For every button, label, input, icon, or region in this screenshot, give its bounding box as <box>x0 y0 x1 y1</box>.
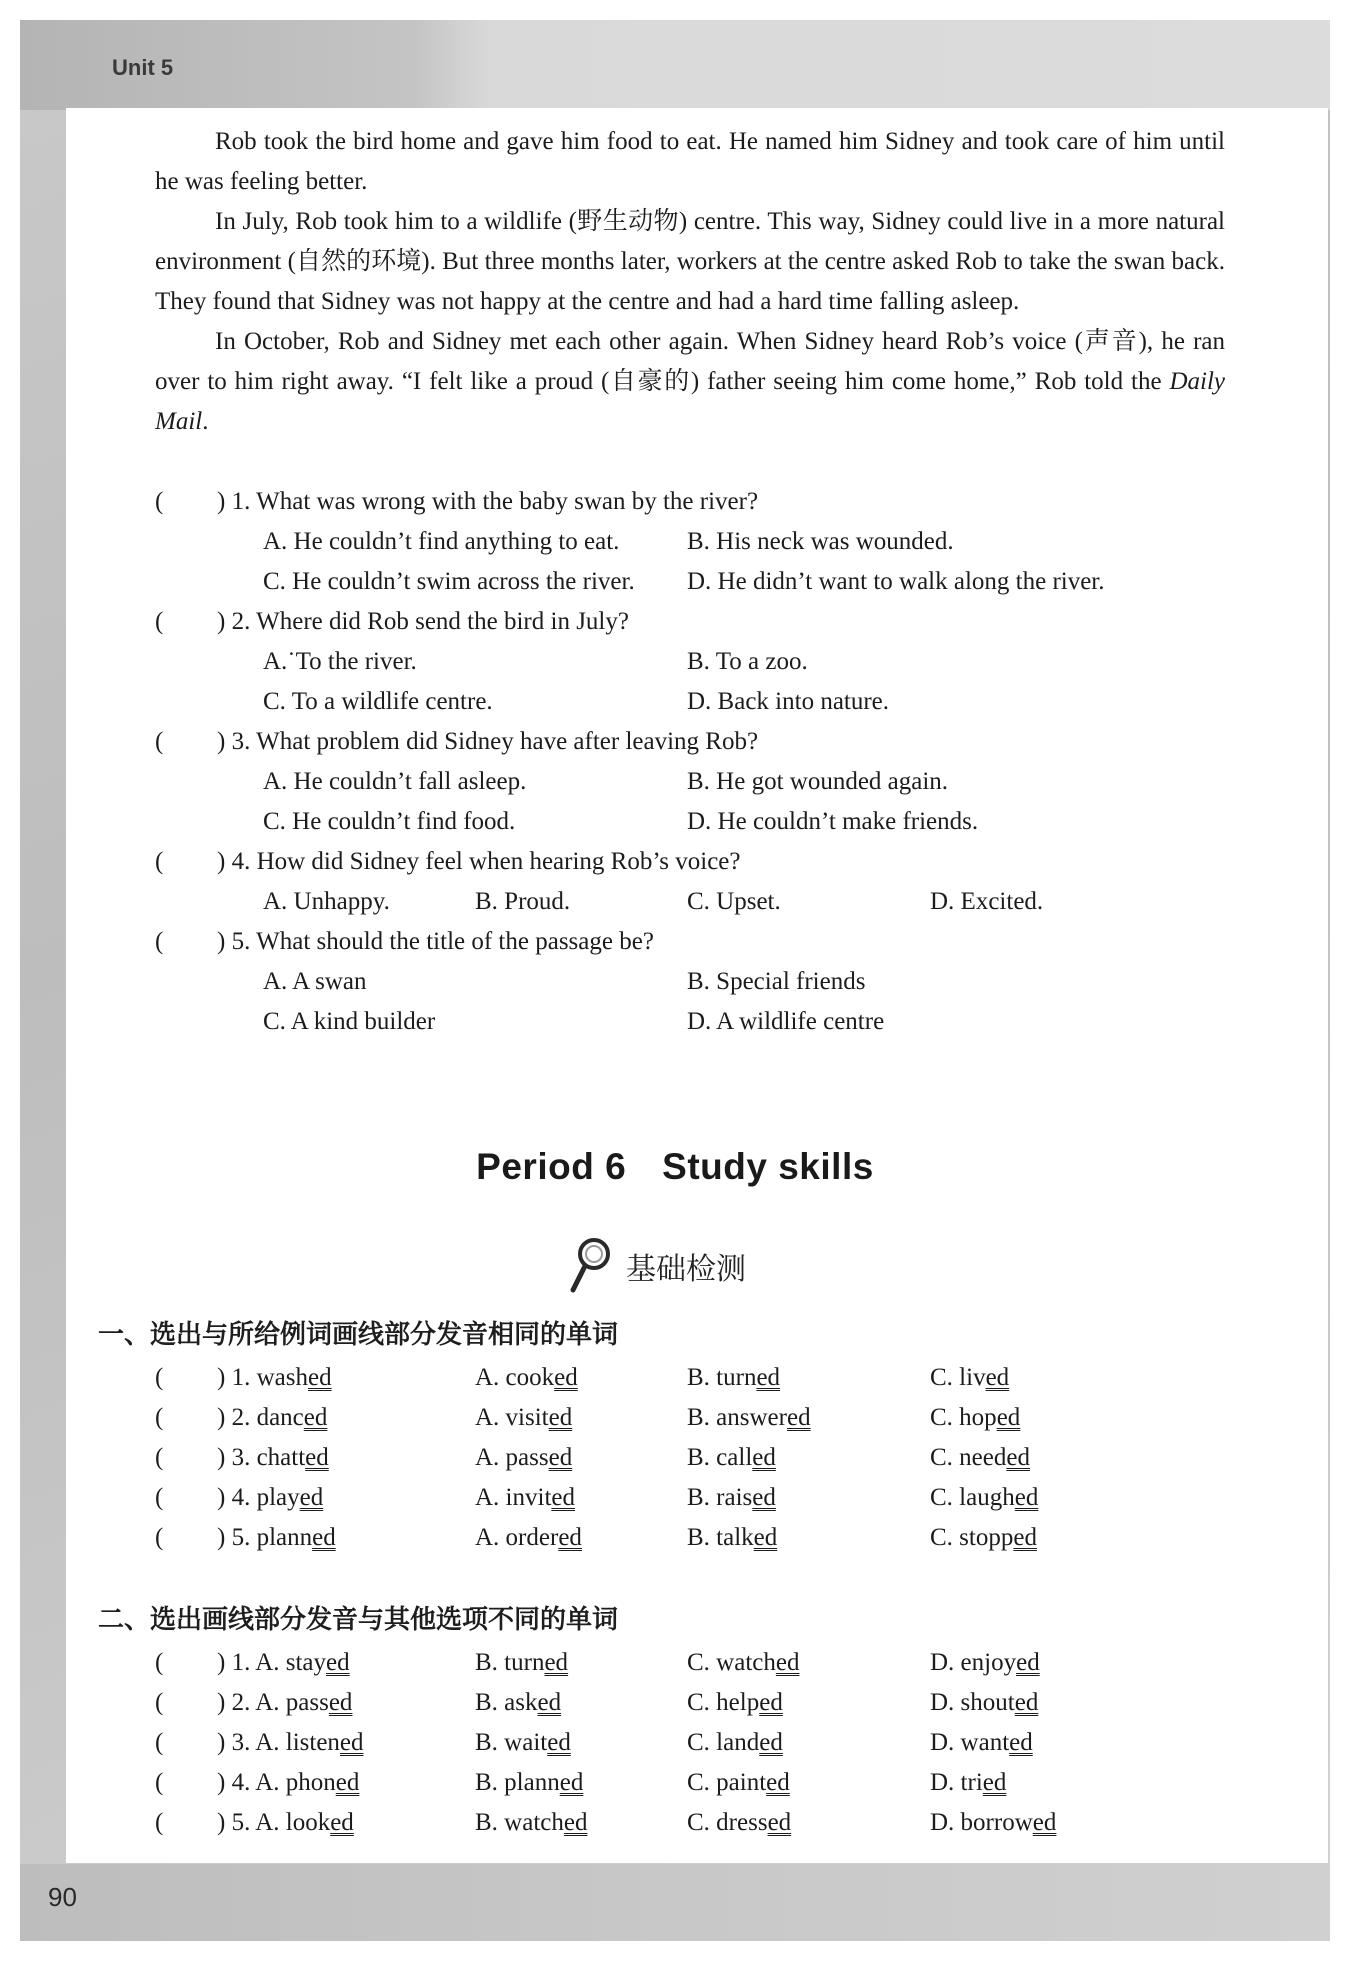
section-2-title: 二、选出画线部分发音与其他选项不同的单词 <box>98 1605 619 1635</box>
option-a: A. A swan <box>263 968 367 995</box>
option-a: ) 2. A. passed <box>217 1689 353 1716</box>
question-row <box>155 1643 1235 1683</box>
option-a: A. He couldn’t fall asleep. <box>263 768 527 795</box>
question-row <box>155 1398 1235 1438</box>
question-text: ) 3. What problem did Sidney have after leaving Rob? <box>217 728 759 755</box>
option-b: B. His neck was wounded. <box>687 528 954 555</box>
example-word: ) 1. washed <box>217 1364 332 1391</box>
answer-blank[interactable]: ( <box>155 928 164 955</box>
option-c: C. watched <box>687 1649 800 1676</box>
answer-blank[interactable]: ( <box>155 1444 164 1471</box>
option-b: B. turned <box>475 1649 569 1676</box>
option-c: C. helped <box>687 1689 783 1716</box>
option-c: C. stopped <box>930 1524 1037 1551</box>
option-c: C. A kind builder <box>263 1008 436 1035</box>
option-row <box>155 562 1235 602</box>
passage-text: In October, Rob and Sidney met each other again. When Sidney heard Rob’s voice (声音), he ran over to him right away. “I felt like a proud (自豪的) father seeing him come home,” Rob told the <box>155 328 1225 395</box>
option-a: ) 5. A. looked <box>217 1809 354 1836</box>
passage-paragraph <box>155 322 1225 442</box>
option-row <box>155 1002 1235 1042</box>
question-text: ) 4. How did Sidney feel when hearing Rob’s voice? <box>217 848 741 875</box>
option-row <box>155 762 1235 802</box>
period-number: Period 6 <box>476 1146 627 1187</box>
example-word: ) 5. planned <box>217 1524 336 1551</box>
option-b: B. waited <box>475 1729 571 1756</box>
option-d: D. tried <box>930 1769 1007 1796</box>
option-a: ) 4. A. phoned <box>217 1769 360 1796</box>
question-row <box>155 602 1235 642</box>
example-word: ) 4. played <box>217 1484 324 1511</box>
question-row <box>155 1478 1235 1518</box>
answer-blank[interactable]: ( <box>155 1364 164 1391</box>
question-row <box>155 922 1235 962</box>
answer-blank[interactable]: ( <box>155 1524 164 1551</box>
question-row <box>155 1518 1235 1558</box>
answer-blank[interactable]: ( <box>155 1729 164 1756</box>
option-row <box>155 802 1235 842</box>
option-c: C. Upset. <box>687 888 781 915</box>
period-name: Study skills <box>662 1146 874 1187</box>
magnifier-icon <box>568 1236 614 1294</box>
question-row <box>155 1358 1235 1398</box>
option-d: D. shouted <box>930 1689 1039 1716</box>
option-c: C. lived <box>930 1364 1010 1391</box>
option-b: B. raised <box>687 1484 776 1511</box>
section-2-questions <box>155 1643 1235 1843</box>
reading-passage <box>155 122 1225 442</box>
option-a: A. passed <box>475 1444 573 1471</box>
answer-blank[interactable]: ( <box>155 488 164 515</box>
option-row <box>155 642 1235 682</box>
option-d: D. Excited. <box>930 888 1044 915</box>
option-b: B. Special friends <box>687 968 866 995</box>
option-d: D. enjoyed <box>930 1649 1040 1676</box>
option-b: B. Proud. <box>475 888 571 915</box>
option-d: D. He didn’t want to walk along the river. <box>687 568 1105 595</box>
question-row <box>155 1683 1235 1723</box>
option-row <box>155 882 1235 922</box>
answer-blank[interactable]: ( <box>155 728 164 755</box>
option-c: C. hoped <box>930 1404 1021 1431</box>
passage-paragraph: Rob took the bird home and gave him food to eat. He named him Sidney and took care of him until he was feeling better. <box>155 128 1225 195</box>
question-row <box>155 1438 1235 1478</box>
option-a: A. visited <box>475 1404 573 1431</box>
option-d: D. wanted <box>930 1729 1033 1756</box>
question-text: ) 2. Where did Rob send the bird in July? <box>217 608 629 635</box>
option-c: C. He couldn’t swim across the river. <box>263 568 635 595</box>
newspaper-name: Daily Mail <box>155 368 1225 435</box>
basics-heading <box>568 1236 746 1292</box>
option-c: C. To a wildlife centre. <box>263 688 493 715</box>
page-number: 90 <box>48 1882 77 1912</box>
reading-questions <box>155 482 1235 1042</box>
question-text: ) 1. What was wrong with the baby swan by the river? <box>217 488 759 515</box>
answer-blank[interactable]: ( <box>155 1769 164 1796</box>
option-a: A.˙To the river. <box>263 648 417 675</box>
option-a: A. invited <box>475 1484 576 1511</box>
option-c: C. He couldn’t find food. <box>263 808 516 835</box>
option-d: D. A wildlife centre <box>687 1008 885 1035</box>
question-row <box>155 482 1235 522</box>
option-b: B. watched <box>475 1809 588 1836</box>
answer-blank[interactable]: ( <box>155 848 164 875</box>
option-b: B. planned <box>475 1769 584 1796</box>
option-d: D. He couldn’t make friends. <box>687 808 979 835</box>
option-a: A. ordered <box>475 1524 582 1551</box>
option-b: B. called <box>687 1444 776 1471</box>
option-b: B. turned <box>687 1364 781 1391</box>
option-b: B. asked <box>475 1689 562 1716</box>
option-a: ) 3. A. listened <box>217 1729 364 1756</box>
question-row <box>155 1763 1235 1803</box>
option-c: C. needed <box>930 1444 1030 1471</box>
answer-blank[interactable]: ( <box>155 1649 164 1676</box>
period-title <box>0 1146 1350 1188</box>
answer-blank[interactable]: ( <box>155 1809 164 1836</box>
unit-label: Unit 5 <box>112 55 174 80</box>
option-c: C. painted <box>687 1769 790 1796</box>
question-row <box>155 722 1235 762</box>
question-row <box>155 1803 1235 1843</box>
answer-blank[interactable]: ( <box>155 1689 164 1716</box>
option-a: ) 1. A. stayed <box>217 1649 350 1676</box>
option-b: B. answered <box>687 1404 811 1431</box>
basics-label: 基础检测 <box>626 1252 746 1287</box>
option-d: D. Back into nature. <box>687 688 890 715</box>
passage-end: . <box>202 408 209 435</box>
option-d: D. borrowed <box>930 1809 1057 1836</box>
option-b: B. To a zoo. <box>687 648 808 675</box>
question-text: ) 5. What should the title of the passage be? <box>217 928 654 955</box>
section-1-questions <box>155 1358 1235 1558</box>
section-1-title: 一、选出与所给例词画线部分发音相同的单词 <box>98 1320 619 1350</box>
answer-blank[interactable]: ( <box>155 1404 164 1431</box>
option-b: B. talked <box>687 1524 778 1551</box>
option-c: C. landed <box>687 1729 783 1756</box>
answer-blank[interactable]: ( <box>155 1484 164 1511</box>
option-c: C. laughed <box>930 1484 1039 1511</box>
option-a: A. He couldn’t find anything to eat. <box>263 528 620 555</box>
option-a: A. Unhappy. <box>263 888 390 915</box>
header-band <box>20 20 1330 110</box>
option-row <box>155 522 1235 562</box>
question-row <box>155 842 1235 882</box>
option-b: B. He got wounded again. <box>687 768 949 795</box>
passage-paragraph: In July, Rob took him to a wildlife (野生动物) centre. This way, Sidney could live in a more natural environment (自然的环境). But three months later, workers at the centre asked Rob to take the swan back. They found that Sidney was not happy at the centre and had a hard time falling asleep. <box>155 208 1225 315</box>
answer-blank[interactable]: ( <box>155 608 164 635</box>
example-word: ) 2. danced <box>217 1404 328 1431</box>
question-row <box>155 1723 1235 1763</box>
option-c: C. dressed <box>687 1809 792 1836</box>
option-row <box>155 682 1235 722</box>
option-row <box>155 962 1235 1002</box>
example-word: ) 3. chatted <box>217 1444 329 1471</box>
option-a: A. cooked <box>475 1364 578 1391</box>
footer-band <box>20 1864 1330 1941</box>
